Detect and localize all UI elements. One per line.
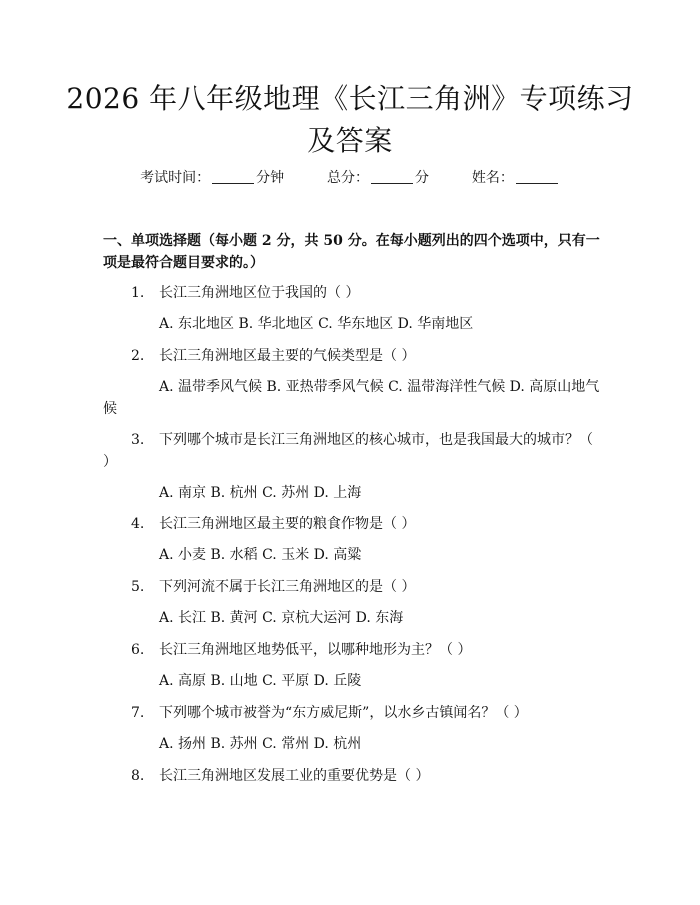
question-3-options (103, 482, 600, 504)
question-text: 长江三角洲地区地势低平，以哪种地形为主？（ ） (159, 642, 472, 658)
name-label: 姓名： (471, 170, 514, 186)
exam-time-unit: 分钟 (256, 170, 285, 186)
question-number: 3. (131, 432, 145, 448)
score-label: 总分： (327, 170, 369, 186)
question-3 (103, 429, 600, 473)
score-blank (371, 169, 413, 184)
exam-info-line (0, 168, 700, 188)
title-line-2: 及答案 (307, 124, 393, 157)
question-text: 下列哪个城市被誉为“东方威尼斯”，以水乡古镇闻名？（ ） (159, 705, 528, 721)
question-7 (103, 702, 600, 724)
question-text: 下列河流不属于长江三角洲地区的是（ ） (159, 579, 416, 595)
question-6-options (103, 670, 600, 692)
exam-time-blank (212, 169, 254, 184)
document-title (60, 78, 640, 162)
question-text: 长江三角洲地区最主要的粮食作物是（ ） (159, 516, 416, 532)
question-1-options (103, 313, 600, 335)
question-5 (103, 576, 600, 598)
section-heading: 一、单项选择题（每小题 2 分，共 50 分。在每小题列出的四个选项中，只有一项是最符合题目要求的。） (103, 233, 600, 271)
options-text: A. 长江 B. 黄河 C. 京杭大运河 D. 东海 (159, 610, 404, 626)
exam-time-label: 考试时间： (140, 170, 211, 186)
question-number: 8. (131, 768, 145, 784)
question-text: 下列哪个城市是长江三角洲地区的核心城市，也是我国最大的城市？（ ） (103, 432, 593, 470)
options-text: A. 小麦 B. 水稻 C. 玉米 D. 高粱 (159, 547, 362, 563)
options-text: A. 南京 B. 杭州 C. 苏州 D. 上海 (159, 485, 362, 501)
question-2 (103, 345, 600, 367)
title-line-1: 2026 年八年级地理《长江三角洲》专项练习 (66, 82, 634, 115)
question-text: 长江三角洲地区发展工业的重要优势是（ ） (159, 768, 430, 784)
score-unit: 分 (415, 170, 429, 186)
question-number: 1. (131, 285, 145, 301)
question-4 (103, 513, 600, 535)
question-number: 2. (131, 348, 145, 364)
options-text: A. 东北地区 B. 华北地区 C. 华东地区 D. 华南地区 (159, 316, 474, 332)
question-4-options (103, 544, 600, 566)
options-text: A. 温带季风气候 B. 亚热带季风气候 C. 温带海洋性气候 D. 高原山地气候 (103, 379, 600, 417)
question-1 (103, 282, 600, 304)
question-number: 7. (131, 705, 145, 721)
name-blank (516, 169, 558, 184)
question-2-options (103, 376, 600, 420)
options-text: A. 扬州 B. 苏州 C. 常州 D. 杭州 (159, 736, 362, 752)
question-5-options (103, 607, 600, 629)
question-number: 6. (131, 642, 145, 658)
options-text: A. 高原 B. 山地 C. 平原 D. 丘陵 (159, 673, 362, 689)
question-8 (103, 765, 600, 787)
question-7-options (103, 733, 600, 755)
question-number: 4. (131, 516, 145, 532)
question-6 (103, 639, 600, 661)
question-text: 长江三角洲地区最主要的气候类型是（ ） (159, 348, 416, 364)
question-number: 5. (131, 579, 145, 595)
question-text: 长江三角洲地区位于我国的（ ） (159, 285, 360, 301)
